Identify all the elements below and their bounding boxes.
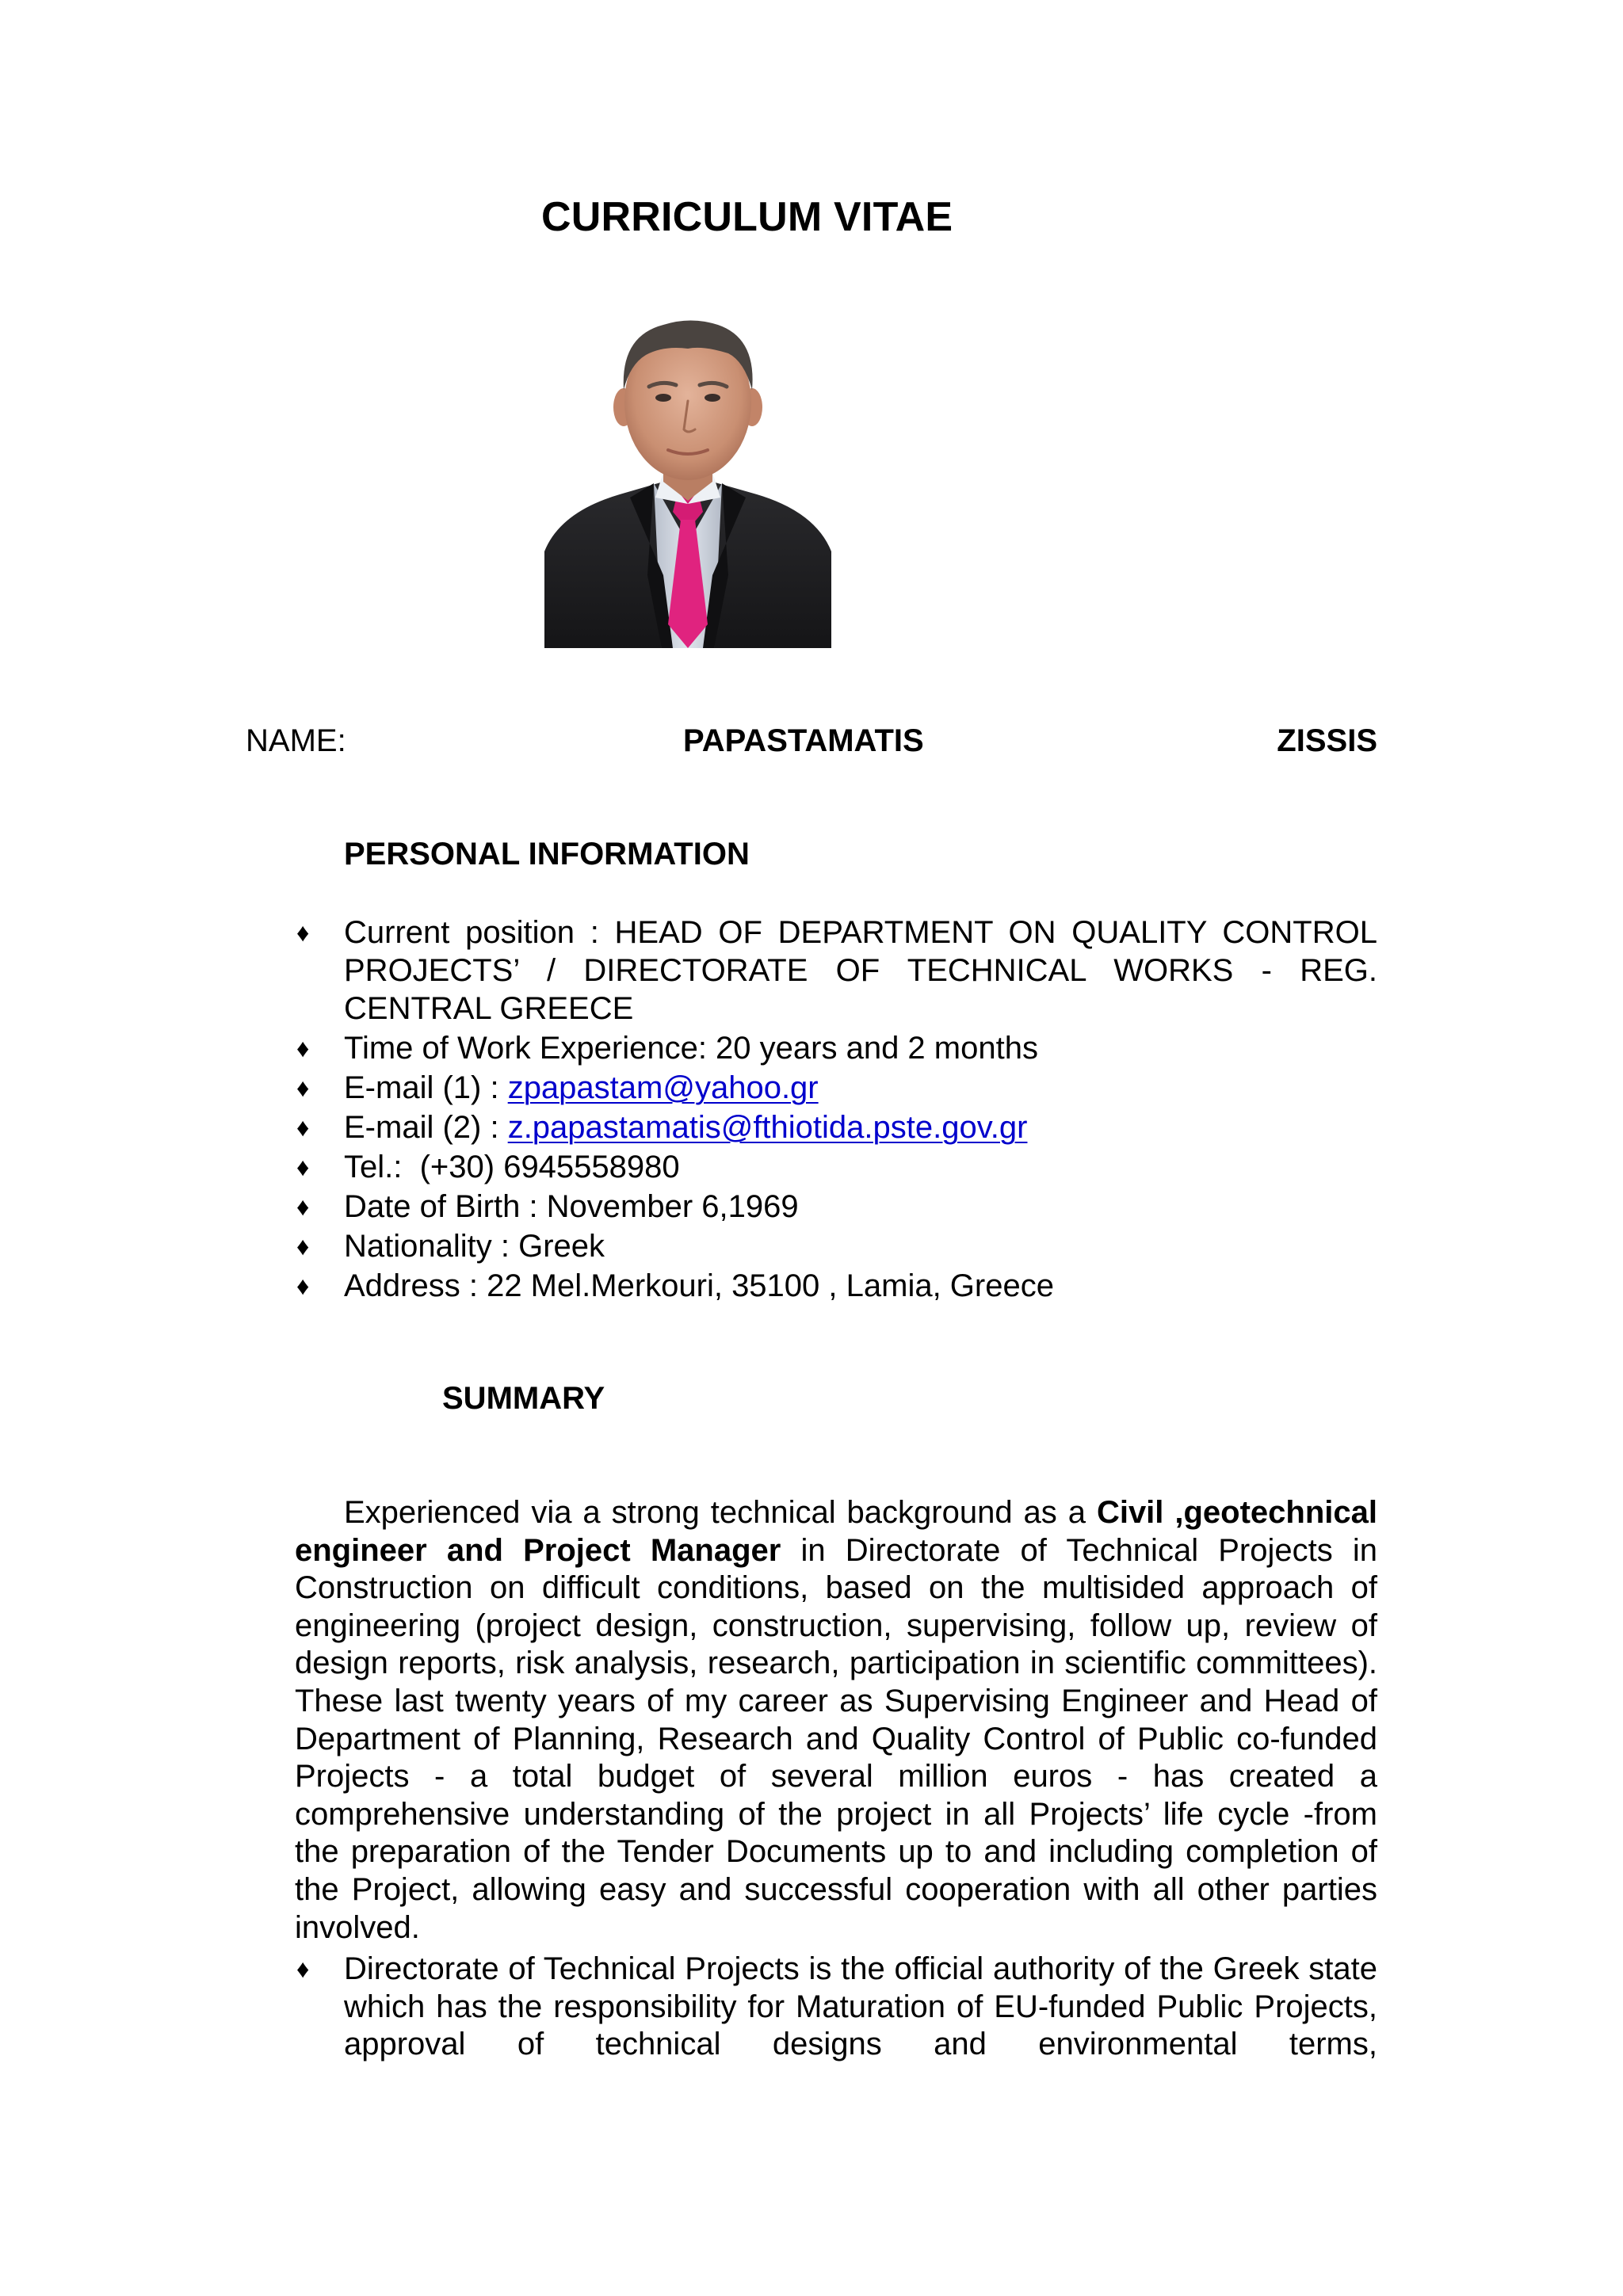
diamond-bullet-icon: ♦ (296, 918, 310, 947)
summary-role-bold: Civil ,geotechnical engineer and Project Manager (295, 1495, 1377, 1568)
current-position-line-1: Current position : HEAD OF DEPARTMENT ON QUALITY CONTROL (344, 915, 1377, 950)
diamond-bullet-icon: ♦ (296, 1272, 310, 1300)
profile-photo (544, 314, 831, 648)
email-1-label: E-mail (1) : (344, 1070, 508, 1105)
nationality-text: Nationality : Greek (344, 1229, 605, 1264)
diamond-bullet-icon: ♦ (296, 1192, 310, 1221)
email-2-link[interactable]: z.papastamatis@fthiotida.pste.gov.gr (507, 1110, 1028, 1145)
diamond-bullet-icon: ♦ (296, 1034, 310, 1062)
list-item-work-experience (293, 1029, 1377, 1067)
list-item-nationality (293, 1227, 1377, 1265)
summary-heading: SUMMARY (442, 1381, 605, 1416)
email-1-link[interactable]: zpapastam@yahoo.gr (507, 1070, 819, 1105)
personal-information-heading: PERSONAL INFORMATION (344, 837, 750, 871)
summary-paragraph (295, 1494, 1377, 1947)
summary-intro: Experienced via a strong technical background as a (344, 1495, 1097, 1530)
document-title: CURRICULUM VITAE (541, 194, 953, 240)
diamond-bullet-icon: ♦ (296, 1232, 310, 1261)
directorate-text: Directorate of Technical Projects is the official authority of the Greek state which has the responsibility for Maturation of EU-funded Public Projects, approval of technical designs and environmental terms, (344, 1951, 1377, 2062)
telephone-text: Tel.: (+30) 6945558980 (344, 1150, 680, 1184)
first-name: ZISSIS (1277, 723, 1377, 758)
list-item-email-1 (293, 1069, 1377, 1107)
list-item-email-2 (293, 1108, 1377, 1146)
diamond-bullet-icon: ♦ (296, 1955, 310, 1983)
list-item-date-of-birth (293, 1188, 1377, 1226)
diamond-bullet-icon: ♦ (296, 1113, 310, 1142)
list-item-current-position (293, 913, 1377, 1028)
diamond-bullet-icon: ♦ (296, 1153, 310, 1181)
current-position-line-3: CENTRAL GREECE (344, 991, 634, 1026)
diamond-bullet-icon: ♦ (296, 1074, 310, 1102)
list-item-address (293, 1267, 1377, 1305)
personal-information-list (293, 913, 1377, 1306)
name-label: NAME: (246, 723, 346, 758)
summary-body: in Directorate of Technical Projects in Construction on difficult conditions, based on the multisided approach of engineering (project design, construction, supervising, follow up, review of design reports, risk analysis, research, participation in scientific committees). These last twenty years of my career as Supervising Engineer and Head of Department of Planning, Research and Quality Control of Public co-funded Projects - a total budget of several million euros - has created a comprehensive understanding of the project in all Projects’ life cycle -from the preparation of the Tender Documents up to and including completion of the Project, allowing easy and successful cooperation with all other parties involved. (295, 1532, 1377, 1945)
list-item-directorate (293, 1951, 1377, 2064)
date-of-birth-text: Date of Birth : November 6,1969 (344, 1189, 799, 1224)
list-item-telephone (293, 1148, 1377, 1186)
current-position-line-2: PROJECTS’ / DIRECTORATE OF TECHNICAL WORKS - REG. (344, 953, 1377, 988)
email-2-label: E-mail (2) : (344, 1110, 508, 1145)
work-experience-text: Time of Work Experience: 20 years and 2 months (344, 1031, 1038, 1066)
surname: PAPASTAMATIS (683, 723, 924, 758)
address-text: Address : 22 Mel.Merkouri, 35100 , Lamia, Greece (344, 1268, 1054, 1303)
